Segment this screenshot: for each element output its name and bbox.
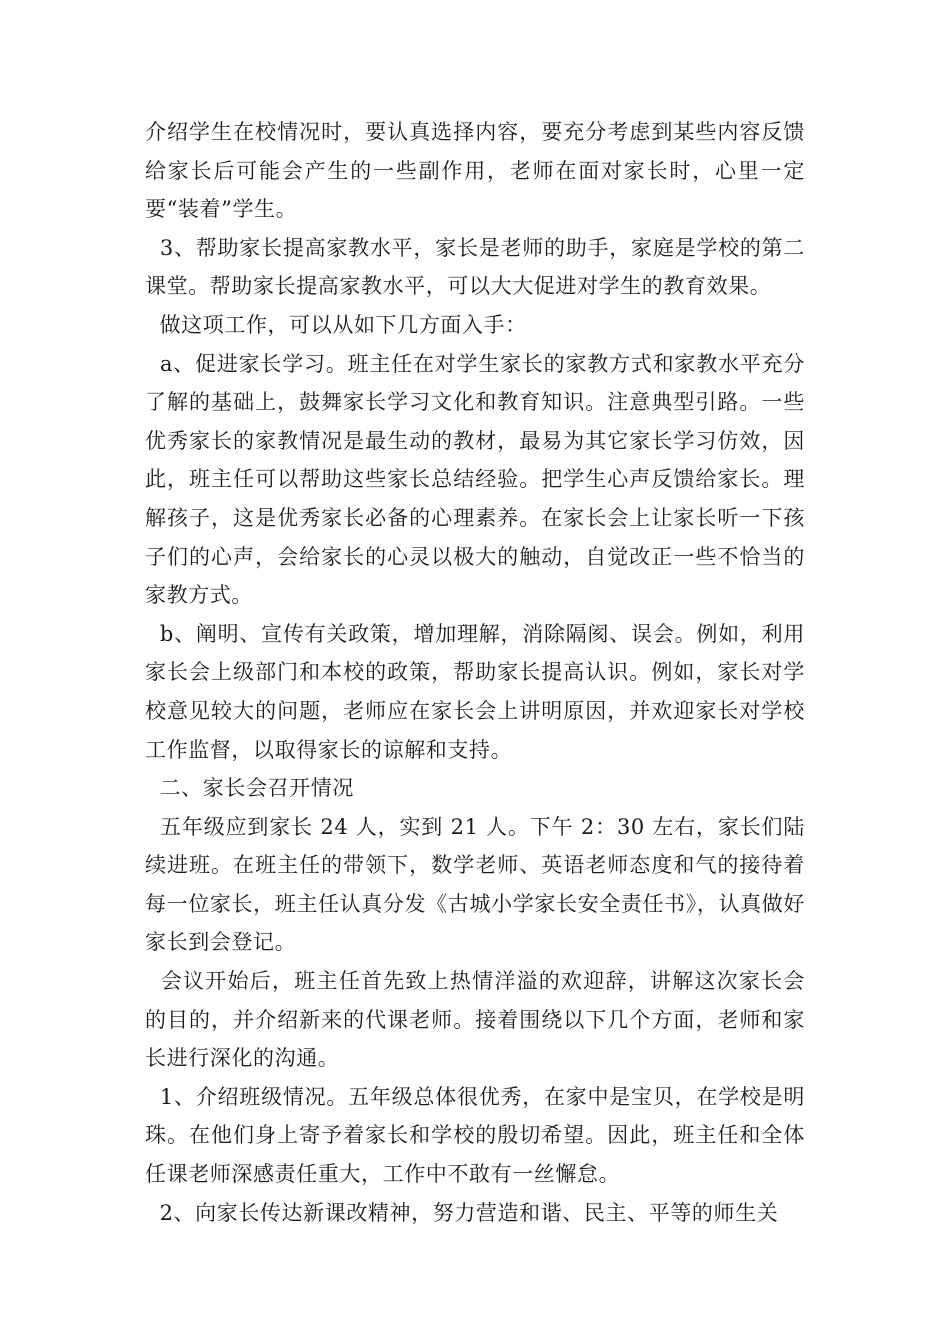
paragraph-meeting-start: 会议开始后，班主任首先致上热情洋溢的欢迎辞，讲解这次家长会的目的，并介绍新来的代课老师。接着围绕以下几个方面，老师和家长进行深化的沟通。 — [145, 969, 805, 1071]
paragraph-point-3: 3、帮助家长提高家教水平，家长是老师的助手，家庭是学校的第二课堂。帮助家长提高家教水平，可以大大促进对学生的教育效果。 — [145, 235, 805, 299]
paragraph-approach-intro: 做这项工作，可以从如下几方面入手： — [145, 312, 527, 337]
section-heading-meeting: 二、家长会召开情况 — [145, 776, 354, 801]
paragraph-attendance: 五年级应到家长 24 人，实到 21 人。下午 2：30 左右，家长们陆续进班。在班主任的带领下，数学老师、英语老师态度和气的接待着每一位家长，班主任认真分发《古城小学家长安全责任书》，认真做好家长到会登记。 — [145, 814, 805, 955]
paragraph-point-b: b、阐明、宣传有关政策，增加理解，消除隔阂、误会。例如，利用家长会上级部门和本校的政策，帮助家长提高认识。例如，家长对学校意见较大的问题，老师应在家长会上讲明原因，并欢迎家长对学校工作监督，以取得家长的谅解和支持。 — [145, 621, 805, 762]
paragraph-point-1: 1、介绍班级情况。五年级总体很优秀，在家中是宝贝，在学校是明珠。在他们身上寄予着家长和学校的殷切希望。因此，班主任和全体任课老师深感责任重大，工作中不敢有一丝懈怠。 — [145, 1084, 805, 1187]
document-page — [145, 113, 805, 1232]
paragraph-student-info: 介绍学生在校情况时，要认真选择内容，要充分考虑到某些内容反馈给家长后可能会产生的一些副作用，老师在面对家长时，心里一定要“装着”学生。 — [145, 120, 805, 222]
paragraph-point-a: a、促进家长学习。班主任在对学生家长的家教方式和家教水平充分了解的基础上，鼓舞家长学习文化和教育知识。注意典型引路。一些优秀家长的家教情况是最生动的教材，最易为其它家长学习仿效，因此，班主任可以帮助这些家长总结经验。把学生心声反馈给家长。理解孩子，这是优秀家长必备的心理素养。在家长会上让家长听一下孩子们的心声，会给家长的心灵以极大的触动，自觉改正一些不恰当的家教方式。 — [145, 351, 805, 608]
paragraph-point-2: 2、向家长传达新课改精神，努力营造和谐、民主、平等的师生关 — [145, 1200, 779, 1225]
